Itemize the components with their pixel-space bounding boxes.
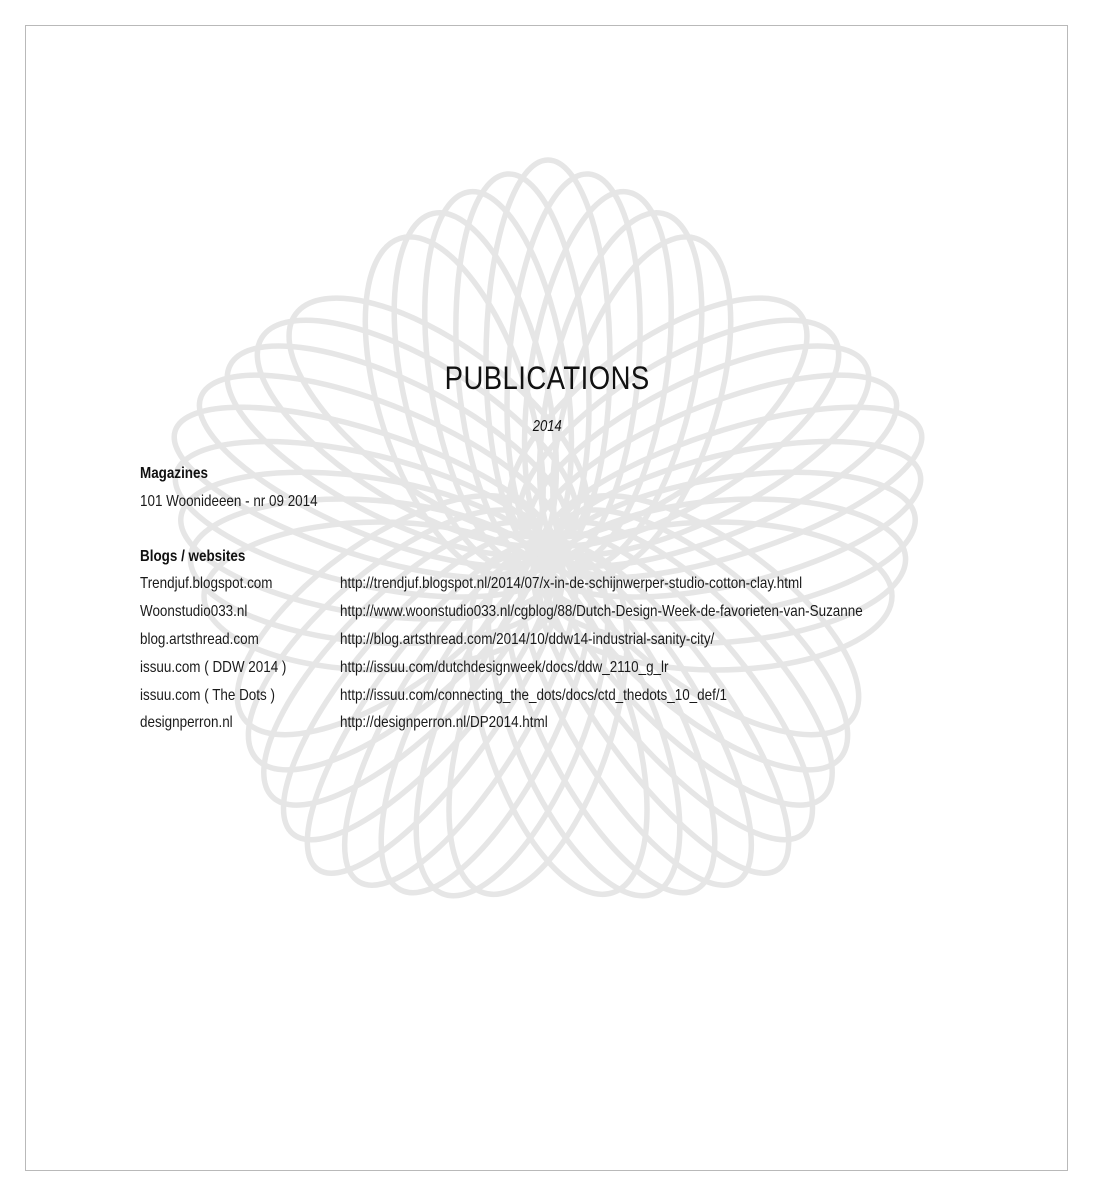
year-subtitle: 2014 [533, 418, 562, 435]
site-name: Woonstudio033.nl [140, 603, 248, 620]
blogs-heading: Blogs / websites [140, 548, 246, 565]
page-title: PUBLICATIONS [445, 360, 650, 396]
magazines-heading: Magazines [140, 465, 208, 482]
magazine-item: 101 Woonideeen - nr 09 2014 [140, 493, 318, 510]
publication-link[interactable]: http://trendjuf.blogspot.nl/2014/07/x-in-de-schijnwerper-studio-cotton-clay.html [340, 575, 803, 592]
site-name: Trendjuf.blogspot.com [140, 575, 273, 592]
publication-link[interactable]: http://www.woonstudio033.nl/cgblog/88/Dutch-Design-Week-de-favorieten-van-Suzanne [340, 603, 863, 620]
site-name: issuu.com ( The Dots ) [140, 687, 275, 704]
publication-link[interactable]: http://issuu.com/connecting_the_dots/docs/ctd_thedots_10_def/1 [340, 687, 728, 704]
page-frame [25, 25, 1068, 1171]
publication-link[interactable]: http://designperron.nl/DP2014.html [340, 714, 548, 731]
site-name: issuu.com ( DDW 2014 ) [140, 659, 287, 676]
publication-link[interactable]: http://blog.artsthread.com/2014/10/ddw14-industrial-sanity-city/ [340, 631, 715, 648]
publication-link[interactable]: http://issuu.com/dutchdesignweek/docs/ddw_2110_g_lr [340, 659, 669, 676]
site-name: blog.artsthread.com [140, 631, 259, 648]
site-name: designperron.nl [140, 714, 233, 731]
